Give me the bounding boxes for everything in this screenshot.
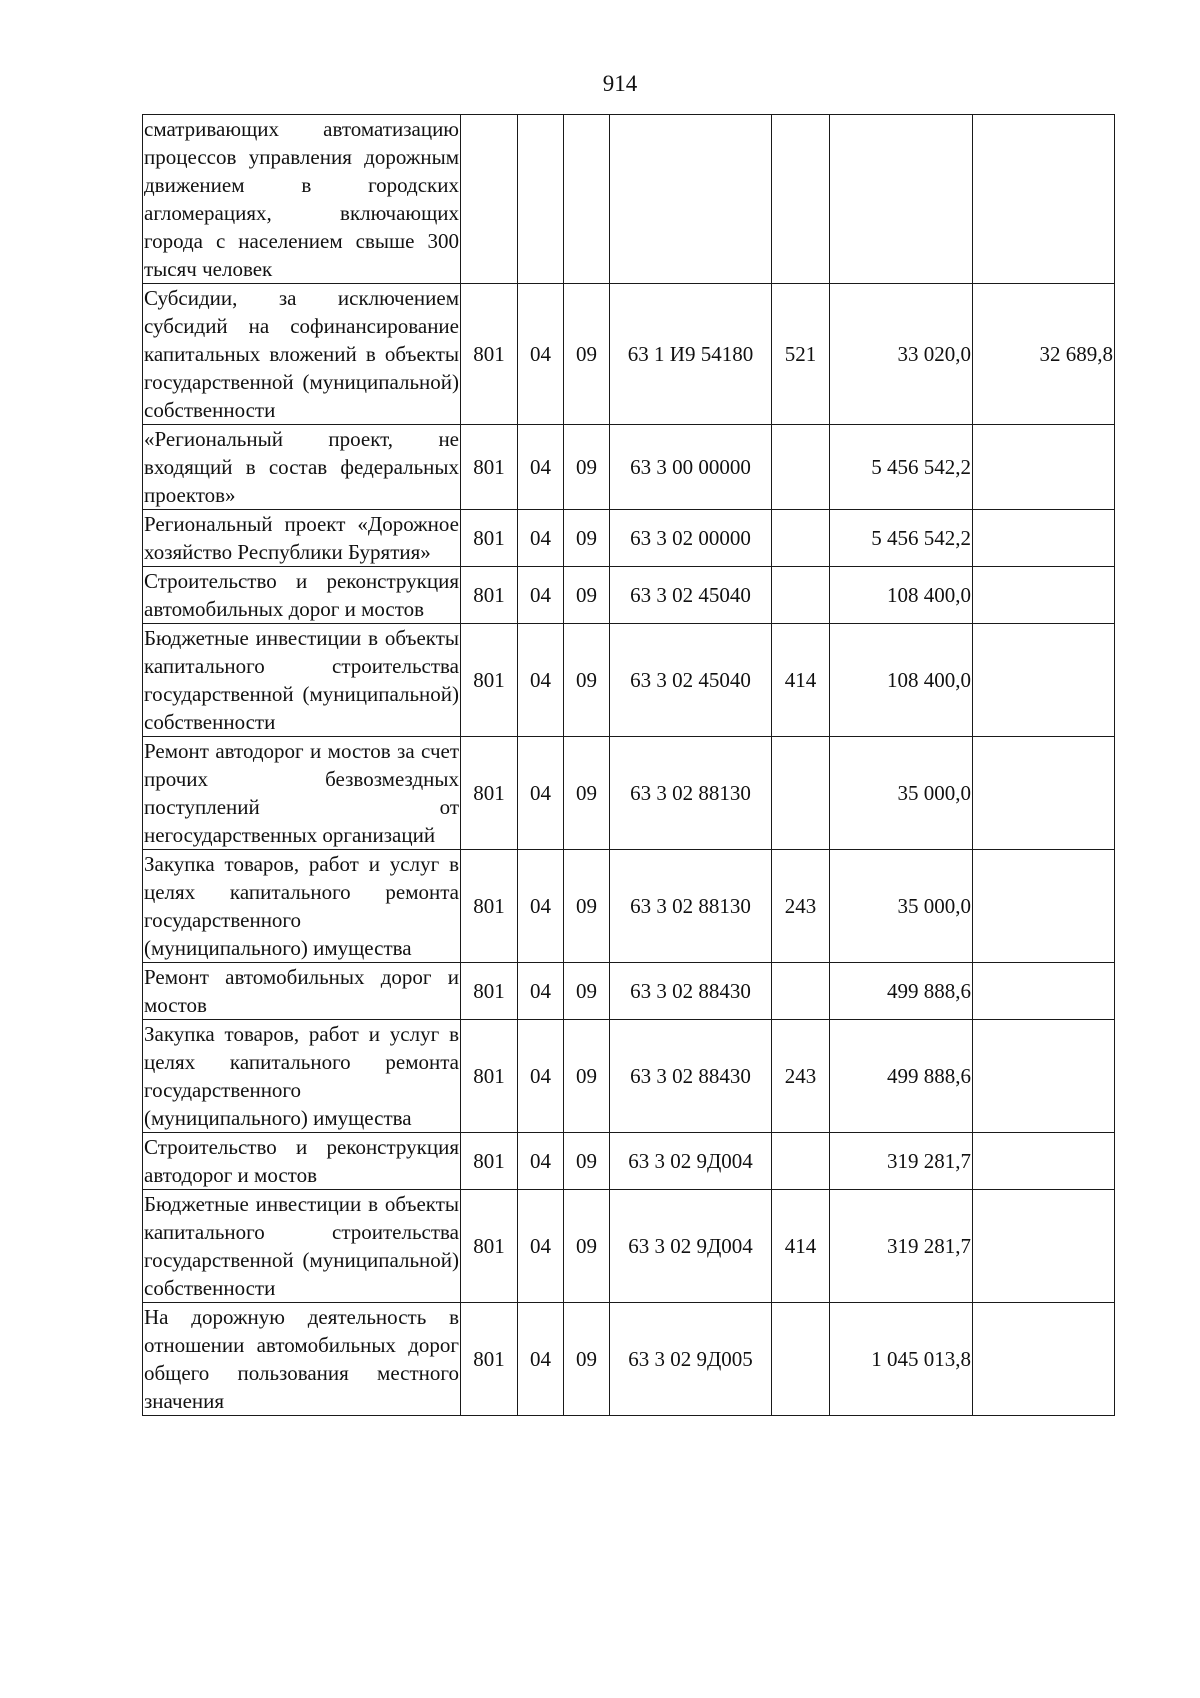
amount-secondary: [973, 624, 1115, 737]
amount-primary: 5 456 542,2: [830, 425, 973, 510]
section-code: 04: [518, 567, 564, 624]
target-article-code: 63 3 02 9Д005: [610, 1303, 772, 1416]
amount-secondary: [973, 850, 1115, 963]
expense-type-code: [772, 963, 830, 1020]
row-description: Закупка товаров, работ и услуг в целях капитального ремонта государственного (муниципального) имущества: [143, 850, 461, 963]
expense-type-code: 243: [772, 1020, 830, 1133]
amount-secondary: [973, 1020, 1115, 1133]
section-code: 04: [518, 1303, 564, 1416]
target-article-code: 63 3 02 88430: [610, 963, 772, 1020]
department-code: 801: [461, 1190, 518, 1303]
department-code: 801: [461, 1133, 518, 1190]
section-code: 04: [518, 1133, 564, 1190]
row-description: Бюджетные инвестиции в объекты капитального строительства государственной (муниципальной) собственности: [143, 1190, 461, 1303]
subsection-code: [564, 115, 610, 284]
section-code: [518, 115, 564, 284]
target-article-code: 63 3 02 88130: [610, 737, 772, 850]
table-row: [143, 115, 1115, 284]
row-description: сматривающих автоматизацию процессов управления дорожным движением в городских агломерациях, включающих города с населением свыше 300 тысяч человек: [143, 115, 461, 284]
amount-primary: 35 000,0: [830, 737, 973, 850]
amount-secondary: [973, 737, 1115, 850]
table-row: [143, 850, 1115, 963]
department-code: 801: [461, 510, 518, 567]
department-code: 801: [461, 624, 518, 737]
department-code: 801: [461, 284, 518, 425]
amount-primary: 319 281,7: [830, 1190, 973, 1303]
amount-secondary: [973, 1133, 1115, 1190]
target-article-code: 63 3 02 88430: [610, 1020, 772, 1133]
section-code: 04: [518, 284, 564, 425]
department-code: 801: [461, 850, 518, 963]
target-article-code: 63 3 02 9Д004: [610, 1190, 772, 1303]
subsection-code: 09: [564, 1020, 610, 1133]
target-article-code: 63 3 02 45040: [610, 624, 772, 737]
amount-primary: [830, 115, 973, 284]
target-article-code: 63 3 02 9Д004: [610, 1133, 772, 1190]
row-description: На дорожную деятельность в отношении автомобильных дорог общего пользования местного значения: [143, 1303, 461, 1416]
table-row: [143, 1020, 1115, 1133]
amount-secondary: [973, 1303, 1115, 1416]
subsection-code: 09: [564, 1190, 610, 1303]
section-code: 04: [518, 1190, 564, 1303]
target-article-code: 63 3 00 00000: [610, 425, 772, 510]
budget-table: [142, 114, 1115, 1416]
section-code: 04: [518, 425, 564, 510]
expense-type-code: 521: [772, 284, 830, 425]
row-description: «Региональный проект, не входящий в состав федеральных проектов»: [143, 425, 461, 510]
expense-type-code: 414: [772, 1190, 830, 1303]
amount-secondary: 32 689,8: [973, 284, 1115, 425]
target-article-code: 63 1 И9 54180: [610, 284, 772, 425]
table-row: [143, 963, 1115, 1020]
subsection-code: 09: [564, 510, 610, 567]
amount-secondary: [973, 567, 1115, 624]
department-code: 801: [461, 737, 518, 850]
amount-secondary: [973, 510, 1115, 567]
amount-secondary: [973, 1190, 1115, 1303]
expense-type-code: [772, 425, 830, 510]
expense-type-code: 243: [772, 850, 830, 963]
page-number: 914: [602, 71, 638, 96]
section-code: 04: [518, 510, 564, 567]
section-code: 04: [518, 624, 564, 737]
amount-primary: 33 020,0: [830, 284, 973, 425]
target-article-code: [610, 115, 772, 284]
table-row: [143, 1303, 1115, 1416]
table-row: [143, 425, 1115, 510]
target-article-code: 63 3 02 45040: [610, 567, 772, 624]
amount-secondary: [973, 425, 1115, 510]
table-row: [143, 510, 1115, 567]
row-description: Закупка товаров, работ и услуг в целях капитального ремонта государственного (муниципального) имущества: [143, 1020, 461, 1133]
table-body: [143, 115, 1115, 1416]
table-row: [143, 737, 1115, 850]
expense-type-code: [772, 1133, 830, 1190]
amount-primary: 35 000,0: [830, 850, 973, 963]
amount-secondary: [973, 115, 1115, 284]
table-row: [143, 284, 1115, 425]
subsection-code: 09: [564, 624, 610, 737]
target-article-code: 63 3 02 88130: [610, 850, 772, 963]
section-code: 04: [518, 737, 564, 850]
amount-primary: 499 888,6: [830, 1020, 973, 1133]
department-code: 801: [461, 425, 518, 510]
subsection-code: 09: [564, 850, 610, 963]
expense-type-code: [772, 115, 830, 284]
row-description: Строительство и реконструкция автодорог и мостов: [143, 1133, 461, 1190]
department-code: [461, 115, 518, 284]
expense-type-code: [772, 567, 830, 624]
amount-secondary: [973, 963, 1115, 1020]
amount-primary: 108 400,0: [830, 624, 973, 737]
subsection-code: 09: [564, 1303, 610, 1416]
department-code: 801: [461, 1303, 518, 1416]
expense-type-code: [772, 1303, 830, 1416]
subsection-code: 09: [564, 284, 610, 425]
expense-type-code: [772, 737, 830, 850]
amount-primary: 5 456 542,2: [830, 510, 973, 567]
table-row: [143, 1190, 1115, 1303]
row-description: Строительство и реконструкция автомобильных дорог и мостов: [143, 567, 461, 624]
section-code: 04: [518, 963, 564, 1020]
subsection-code: 09: [564, 963, 610, 1020]
row-description: Бюджетные инвестиции в объекты капитального строительства государственной (муниципальной) собственности: [143, 624, 461, 737]
row-description: Региональный проект «Дорожное хозяйство Республики Бурятия»: [143, 510, 461, 567]
table-row: [143, 567, 1115, 624]
row-description: Ремонт автодорог и мостов за счет прочих безвозмездных поступлений от негосударственных организаций: [143, 737, 461, 850]
department-code: 801: [461, 963, 518, 1020]
expense-type-code: [772, 510, 830, 567]
section-code: 04: [518, 850, 564, 963]
subsection-code: 09: [564, 737, 610, 850]
department-code: 801: [461, 1020, 518, 1133]
table-row: [143, 624, 1115, 737]
row-description: Субсидии, за исключением субсидий на софинансирование капитальных вложений в объекты государственной (муниципальной) собственности: [143, 284, 461, 425]
row-description: Ремонт автомобильных дорог и мостов: [143, 963, 461, 1020]
amount-primary: 499 888,6: [830, 963, 973, 1020]
subsection-code: 09: [564, 425, 610, 510]
amount-primary: 1 045 013,8: [830, 1303, 973, 1416]
amount-primary: 319 281,7: [830, 1133, 973, 1190]
expense-type-code: 414: [772, 624, 830, 737]
department-code: 801: [461, 567, 518, 624]
subsection-code: 09: [564, 567, 610, 624]
table-row: [143, 1133, 1115, 1190]
amount-primary: 108 400,0: [830, 567, 973, 624]
section-code: 04: [518, 1020, 564, 1133]
target-article-code: 63 3 02 00000: [610, 510, 772, 567]
subsection-code: 09: [564, 1133, 610, 1190]
